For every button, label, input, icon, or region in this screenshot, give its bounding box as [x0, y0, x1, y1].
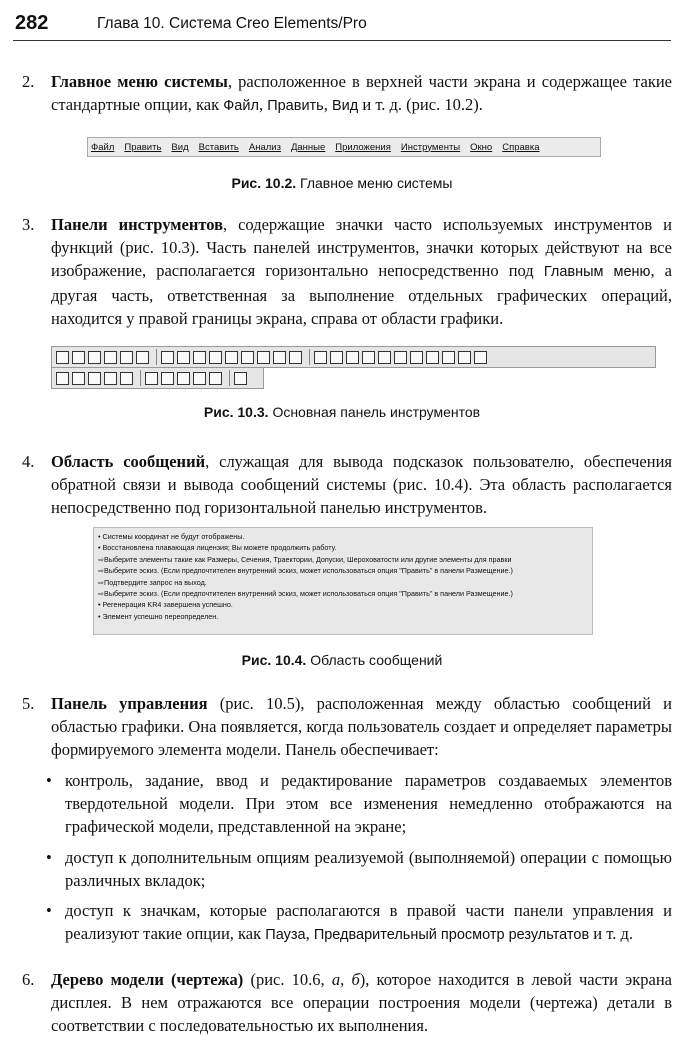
no-hidden-icon [88, 372, 101, 385]
bullet-marker: • [46, 901, 52, 920]
print-icon [104, 351, 117, 364]
item-number: 2. [22, 72, 35, 91]
item-3: 3. Панели инструментов, содержащие значки часто используемых инструментов и функций (рис. 10.3). Часть панелей инструментов, значки которых действуют на все изображение, располагается горизонтально непосредственно под Главным меню, а другая часть, ответственная за выполнение отдельных графических операций, находится у правой границы экрана, справа от области графики. [22, 215, 673, 328]
saved-views-icon [442, 351, 455, 364]
message-line: • Элемент успешно переопределен. [98, 611, 219, 621]
item-4: 4. Область сообщений, служащая для вывода подсказок пользователю, обеспечения обратной связи и вывода сообщений системы (рис. 10.4). Эта область располагается непосредственно под горизонтальной панелью инструментов. [22, 452, 672, 517]
page-header [13, 10, 671, 41]
figure-caption-10-4: Рис. 10.4. Область сообщений [241, 652, 443, 668]
item-number: 3. [22, 215, 35, 234]
zoom-in-icon [378, 351, 391, 364]
item-number: 5. [22, 694, 35, 713]
toolbar-row-1-figure [51, 346, 656, 368]
running-head: Глава 10. Система Creo Elements/Pro [97, 15, 367, 32]
find-icon [273, 351, 286, 364]
menu-item-applications: Приложения [335, 141, 391, 153]
message-area-figure [93, 527, 593, 635]
reorient-icon [426, 351, 439, 364]
item-2: 2. Главное меню системы, расположенное в верхней части экрана и содержащее такие стандартные опции, как Файл, Править, Вид и т. д. (рис. 10.2). [22, 72, 672, 114]
menu-item-tools: Инструменты [400, 141, 461, 153]
page-number: 282 [15, 12, 49, 34]
message-line: ⇨Выберите элементы такие как Размеры, Сечения, Траектории, Допуски, Шероховатости или другие элементы для правки [98, 554, 512, 564]
enhanced-realism-icon [120, 372, 133, 385]
undo-icon [161, 351, 174, 364]
refit-icon [410, 351, 423, 364]
coordinate-systems-icon [193, 372, 206, 385]
redo-icon [177, 351, 190, 364]
message-line: • Регенерация KR4 завершена успешно. [98, 600, 233, 610]
message-line: ⇨Подтвердите запрос на выход. [98, 577, 207, 587]
bullet-marker: • [46, 848, 52, 867]
term: Дерево модели (чертежа) [51, 970, 244, 989]
bullet-item: • доступ к дополнительным опциям реализуемой (выполняемой) операции с помощью различных вкладок; [46, 848, 672, 890]
message-line: • Системы координат не будут отображены. [98, 532, 245, 541]
datum-points-icon [177, 372, 190, 385]
layers-icon [458, 351, 471, 364]
spin-center-icon [330, 351, 343, 364]
wireframe-icon [56, 372, 69, 385]
email-icon [120, 351, 133, 364]
orient-icon [346, 351, 359, 364]
copy-icon [209, 351, 222, 364]
bullet-marker: • [46, 771, 52, 790]
figure-caption-10-2: Рис. 10.2. Главное меню системы [231, 175, 453, 191]
item-number: 4. [22, 452, 35, 471]
term: Область сообщений [51, 452, 206, 471]
term: Панели инструментов [51, 215, 223, 234]
link-icon [136, 351, 149, 364]
shading-icon [362, 351, 375, 364]
toolbar-row-2-figure [51, 367, 264, 389]
term: Главное меню системы [51, 72, 228, 91]
menu-item-analysis: Анализ [248, 141, 281, 153]
view-manager-icon [474, 351, 487, 364]
regenerate-icon [257, 351, 270, 364]
save-icon [88, 351, 101, 364]
menu-item-file: Файл [91, 141, 115, 153]
item-6: 6. Дерево модели (чертежа) (рис. 10.6, а, б), которое находится в левой части экрана дисплея. В нем отражаются все операции построения модели (чертежа) детали в соответствии с последовательностью их выполнения. [22, 970, 673, 1035]
cut-icon [193, 351, 206, 364]
context-help-icon [234, 372, 247, 385]
bullet-item: • контроль, задание, ввод и редактирование параметров создаваемых элементов твердотельной модели. При этом все изменения немедленно отображаются на графической модели, представленной на экране; [46, 771, 672, 836]
main-menu-bar-figure [87, 137, 601, 157]
term: Панель управления [51, 694, 208, 713]
annotations-icon [209, 372, 222, 385]
datum-axes-icon [161, 372, 174, 385]
bullet-item: • доступ к значкам, которые располагаются в правой части панели управления и реализуют такие опции, как Пауза, Предварительный просмотр результатов и т. д. [46, 901, 672, 943]
figure-caption-10-3: Рис. 10.3. Основная панель инструментов [203, 404, 481, 420]
menu-item-window: Окно [470, 141, 493, 153]
shaded-icon [104, 372, 117, 385]
new-file-icon [56, 351, 69, 364]
message-line: ⇨Выберите эскиз. (Если предпочтителен внутренний эскиз, может использоваться опция "Править" в панели Размещение.) [98, 588, 513, 598]
select-box-icon [289, 351, 302, 364]
datum-planes-icon [145, 372, 158, 385]
menu-item-view: Вид [171, 141, 189, 153]
zoom-out-icon [394, 351, 407, 364]
menu-item-data: Данные [290, 141, 326, 153]
open-file-icon [72, 351, 85, 364]
paste-special-icon [241, 351, 254, 364]
menu-item-insert: Вставить [198, 141, 239, 153]
item-5: 5. Панель управления (рис. 10.5), расположенная между областью сообщений и областью графики. Она появляется, когда пользователь создает и определяет параметры формируемого элемента модели. Панель обеспечивает: [22, 694, 673, 759]
message-line: • Восстановлена плавающая лицензия; Вы можете продолжить работу. [98, 543, 337, 553]
menu-item-edit: Править [124, 141, 162, 153]
paste-icon [225, 351, 238, 364]
message-line: ⇨Выберите эскиз. (Если предпочтителен внутренний эскиз, может использоваться опция "Править" в панели Размещение.) [98, 566, 513, 576]
item-number: 6. [22, 970, 35, 989]
menu-item-help: Справка [502, 141, 540, 153]
repaint-icon [314, 351, 327, 364]
hidden-line-icon [72, 372, 85, 385]
